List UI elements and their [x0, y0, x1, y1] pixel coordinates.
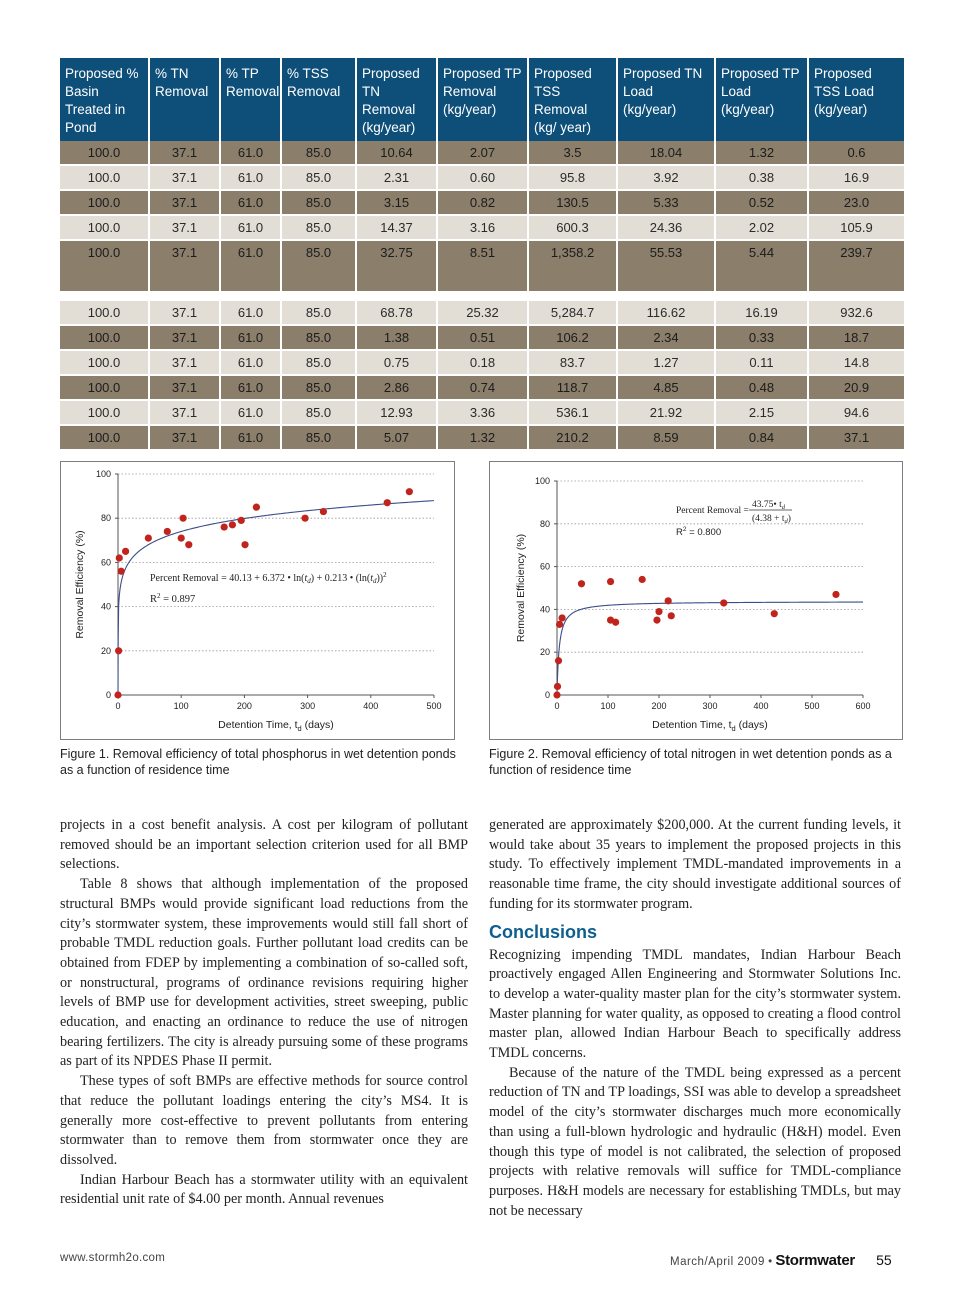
table-cell: 0.74 [437, 375, 528, 400]
table-cell: 85.0 [281, 215, 356, 240]
x-axis-label-unit: (days) [735, 719, 768, 731]
paragraph: Table 8 shows that although implementation of the proposed structural BMPs would provide significant load reductions from the city’s stormwater system, these improvements would still fall short of probable TMDL reduction goals. Further pollutant load credits can be obtained from FDEP by implementing a combination of so-called soft, or nonstructural, programs of ordinance revisions requiring higher levels of BMP use for development activities, street sweeping, public education, and enacting an ordinance to reduce the use of nitrogen bearing fertilizers. The city is already pursuing some of these programs as part of its NPDES Phase II permit. [60, 876, 468, 1070]
table-cell: 85.0 [281, 141, 356, 165]
r-squared-value: = 0.800 [686, 527, 722, 538]
y-axis-label: Removal Efficiency (%) [74, 530, 86, 639]
table-cell: 85.0 [281, 165, 356, 190]
table-cell: 0.51 [437, 325, 528, 350]
table-cell: 61.0 [220, 350, 281, 375]
equation-variable: t [304, 573, 308, 584]
data-point [665, 597, 672, 604]
x-tick-label: 0 [115, 701, 121, 711]
table-cell: 0.6 [808, 141, 904, 165]
x-tick-label: 400 [753, 701, 769, 711]
data-point [555, 657, 562, 664]
data-point [607, 578, 614, 585]
data-point [122, 548, 129, 555]
table-cell: 61.0 [220, 400, 281, 425]
equation-superscript: 2 [383, 571, 387, 579]
table-cell: 37.1 [149, 425, 220, 450]
x-tick-label: 300 [702, 701, 718, 711]
x-axis-label-text: Detention Time, t [218, 719, 298, 731]
table-cell: 105.9 [808, 215, 904, 240]
figure-2-chart [489, 461, 903, 740]
table-cell: 61.0 [220, 301, 281, 325]
table-cell: 239.7 [808, 240, 904, 292]
y-axis-label: Removal Efficiency (%) [515, 533, 527, 643]
table-cell: 210.2 [528, 425, 617, 450]
table-cell: 37.1 [149, 141, 220, 165]
table-cell: 1.32 [715, 141, 808, 165]
table-cell: 85.0 [281, 350, 356, 375]
x-axis-label-subscript: d [297, 724, 302, 733]
y-tick-label: 40 [539, 604, 550, 615]
table-cell: 95.8 [528, 165, 617, 190]
data-point [639, 576, 646, 583]
numerator-subscript: d [781, 504, 785, 511]
table-cell: 5.33 [617, 190, 715, 215]
data-point [241, 541, 248, 548]
x-tick-label: 400 [363, 701, 379, 711]
x-tick-label: 500 [804, 701, 820, 711]
y-tick-label: 60 [539, 561, 550, 572]
table-cell: 37.1 [808, 425, 904, 450]
table-cell: 20.9 [808, 375, 904, 400]
table-cell: 85.0 [281, 400, 356, 425]
paragraph: generated are approximately $200,000. At the current funding levels, it would take about 35 years to implement the proposed projects in this study. To effectively implement TMDL-mandated improvements in a reasonable time frame, the city should investigate additional sources of funding for its stormwater program. [489, 817, 901, 912]
column-header: Proposed TP Load (kg/year) [715, 58, 808, 141]
table-cell: 100.0 [60, 240, 149, 292]
paragraph: projects in a cost benefit analysis. A cost per kilogram of pollutant removed should be an important selection criterion used for all BMP selections. [60, 817, 468, 873]
r-squared-r: R [676, 527, 683, 538]
table-cell: 3.36 [437, 400, 528, 425]
table-cell: 0.75 [356, 350, 437, 375]
x-tick-label: 600 [855, 701, 871, 711]
fit-curve [557, 602, 863, 695]
data-point [320, 508, 327, 515]
y-tick-label: 20 [100, 645, 111, 656]
table-cell: 100.0 [60, 215, 149, 240]
table-cell: 0.82 [437, 190, 528, 215]
table-cell: 61.0 [220, 325, 281, 350]
denominator-text: (4.38 + t [752, 514, 785, 524]
data-table [60, 58, 904, 451]
table-cell: 5.07 [356, 425, 437, 450]
table-cell: 118.7 [528, 375, 617, 400]
table-cell: 85.0 [281, 240, 356, 292]
table-cell: 0.18 [437, 350, 528, 375]
table-cell: 932.6 [808, 301, 904, 325]
table-cell: 37.1 [149, 215, 220, 240]
table-cell: 16.19 [715, 301, 808, 325]
data-point [553, 691, 560, 698]
table-cell: 0.52 [715, 190, 808, 215]
table-cell: 8.51 [437, 240, 528, 292]
paragraph: These types of soft BMPs are effective methods for source control that reduce the pollutant loadings entering the city’s MS4. It is generally more cost-effective to prevent pollutants from entering stormwater than to remove them from stormwater once they are dissolved. [60, 1073, 468, 1168]
column-header: Proposed TN Removal (kg/year) [356, 58, 437, 141]
table-cell: 37.1 [149, 375, 220, 400]
figure-2-plot [490, 462, 902, 739]
table-cell: 12.93 [356, 400, 437, 425]
data-point [115, 647, 122, 654]
table-cell: 0.48 [715, 375, 808, 400]
y-tick-label: 0 [544, 690, 550, 700]
equation-lead: Percent Removal = 40.13 + 6.372 • ln( [150, 573, 305, 584]
data-point [653, 617, 660, 624]
table-cell: 14.8 [808, 350, 904, 375]
figure-1-plot [61, 462, 454, 739]
table-cell: 100.0 [60, 350, 149, 375]
data-point [221, 523, 228, 530]
table-cell: 100.0 [60, 400, 149, 425]
data-point [253, 504, 260, 511]
table-cell: 37.1 [149, 190, 220, 215]
x-tick-label: 100 [600, 701, 616, 711]
y-tick-label: 100 [534, 476, 550, 486]
data-point [655, 608, 662, 615]
footer-url: www.stormh2o.com [60, 1252, 166, 1264]
table-spacer [60, 292, 904, 301]
table-row [60, 425, 904, 450]
table-cell: 37.1 [149, 325, 220, 350]
table-cell: 0.38 [715, 165, 808, 190]
table-cell: 94.6 [808, 400, 904, 425]
table-header [60, 58, 904, 141]
data-point [185, 541, 192, 548]
table-row [60, 301, 904, 325]
data-point [556, 621, 563, 628]
table-cell: 61.0 [220, 425, 281, 450]
equation-variable: t [370, 573, 373, 584]
footer-bullet: • [768, 1256, 773, 1268]
y-tick-label: 20 [539, 647, 550, 658]
figure-1-caption: Figure 1. Removal efficiency of total phosphorus in wet detention ponds as a function of residence time [60, 747, 456, 777]
data-table-container [60, 58, 904, 451]
table-cell: 61.0 [220, 215, 281, 240]
table-cell: 3.5 [528, 141, 617, 165]
x-axis-label [652, 719, 768, 733]
x-tick-label: 200 [236, 701, 252, 711]
table-cell: 61.0 [220, 375, 281, 400]
x-axis-label-subscript: d [731, 724, 736, 733]
x-tick-label: 500 [426, 701, 442, 711]
table-cell: 37.1 [149, 301, 220, 325]
table-body [60, 141, 904, 450]
x-axis-label [218, 719, 334, 733]
r-squared-label [150, 592, 195, 605]
column-header: Proposed TSS Load (kg/year) [808, 58, 904, 141]
column-header: Proposed TP Removal (kg/year) [437, 58, 528, 141]
table-cell: 3.15 [356, 190, 437, 215]
table-cell: 130.5 [528, 190, 617, 215]
table-cell: 24.36 [617, 215, 715, 240]
table-cell: 2.34 [617, 325, 715, 350]
table-cell: 61.0 [220, 190, 281, 215]
table-cell: 4.85 [617, 375, 715, 400]
table-row [60, 141, 904, 165]
equation-middle: ) + 0.213 • (ln( [310, 573, 371, 584]
equation-tail: )) [376, 573, 384, 584]
data-point [301, 515, 308, 522]
y-tick-label: 80 [100, 513, 111, 524]
r-squared-r: R [150, 594, 158, 605]
table-cell: 1,358.2 [528, 240, 617, 292]
table-cell: 0.33 [715, 325, 808, 350]
table-cell: 100.0 [60, 190, 149, 215]
x-tick-label: 100 [173, 701, 189, 711]
r-squared-value: = 0.897 [160, 594, 196, 605]
table-row [60, 215, 904, 240]
data-point [612, 619, 619, 626]
footer-date: March/April 2009 [670, 1256, 765, 1268]
figure-2-caption: Figure 2. Removal efficiency of total nitrogen in wet detention ponds as a function of residence time [489, 747, 892, 777]
table-cell: 37.1 [149, 400, 220, 425]
data-point [238, 517, 245, 524]
table-cell: 2.86 [356, 375, 437, 400]
table-cell: 1.38 [356, 325, 437, 350]
column-header: % TP Removal [220, 58, 281, 141]
fit-equation-numerator [752, 500, 786, 511]
data-point [384, 499, 391, 506]
y-tick-label: 40 [100, 601, 111, 612]
table-row [60, 190, 904, 215]
table-cell: 0.84 [715, 425, 808, 450]
data-point [578, 580, 585, 587]
footer-publication [670, 1252, 920, 1269]
table-cell: 68.78 [356, 301, 437, 325]
table-cell: 14.37 [356, 215, 437, 240]
table-cell: 3.16 [437, 215, 528, 240]
table-cell: 23.0 [808, 190, 904, 215]
table-cell: 85.0 [281, 325, 356, 350]
table-cell: 100.0 [60, 425, 149, 450]
data-point [178, 534, 185, 541]
table-row [60, 240, 904, 292]
table-cell: 106.2 [528, 325, 617, 350]
table-cell: 0.60 [437, 165, 528, 190]
denominator-end: ) [787, 514, 791, 524]
x-axis-label-text: Detention Time, t [652, 719, 732, 731]
data-point [145, 534, 152, 541]
table-cell: 37.1 [149, 165, 220, 190]
y-tick-label: 0 [105, 690, 111, 700]
data-point [164, 528, 171, 535]
table-cell: 25.32 [437, 301, 528, 325]
table-row [60, 350, 904, 375]
data-point [406, 488, 413, 495]
figure-1-chart [60, 461, 455, 740]
table-cell: 100.0 [60, 375, 149, 400]
column-header: % TN Removal [149, 58, 220, 141]
table-cell: 5,284.7 [528, 301, 617, 325]
table-cell: 83.7 [528, 350, 617, 375]
data-point [720, 599, 727, 606]
table-cell: 37.1 [149, 350, 220, 375]
page-number: 55 [876, 1252, 892, 1268]
equation-subscript: d [372, 577, 377, 585]
table-cell: 16.9 [808, 165, 904, 190]
table-row [60, 375, 904, 400]
data-point [668, 612, 675, 619]
column-header: Proposed TN Load (kg/year) [617, 58, 715, 141]
section-heading: Conclusions [489, 921, 598, 942]
table-cell: 2.07 [437, 141, 528, 165]
table-cell: 61.0 [220, 165, 281, 190]
table-cell: 85.0 [281, 301, 356, 325]
body-column-right [489, 816, 901, 1221]
spacer-cell [60, 292, 904, 301]
table-cell: 100.0 [60, 141, 149, 165]
table-cell: 100.0 [60, 301, 149, 325]
x-tick-label: 0 [554, 701, 560, 711]
table-cell: 32.75 [356, 240, 437, 292]
data-point [832, 591, 839, 598]
table-cell: 85.0 [281, 190, 356, 215]
fit-equation-denominator [752, 513, 791, 525]
table-cell: 5.44 [715, 240, 808, 292]
data-point [118, 568, 125, 575]
table-cell: 37.1 [149, 240, 220, 292]
r-squared-exponent: 2 [682, 526, 687, 533]
paragraph: Recognizing impending TMDL mandates, Indian Harbour Beach proactively engaged Allen Engineering and Stormwater Solutions Inc. to develop a water-quality master plan for the city’s stormwater system. Master planning for water quality, as opposed to creating a flood control master plan, allowed Indian Harbour Beach to specifically address TMDL concerns. [489, 946, 901, 1062]
x-axis-label-unit: (days) [301, 719, 334, 731]
table-cell: 10.64 [356, 141, 437, 165]
table-row [60, 400, 904, 425]
paragraph: Indian Harbour Beach has a stormwater utility with an equivalent residential unit rate of $4.00 per month. Annual revenues [60, 1171, 468, 1208]
column-header: Proposed % Basin Treated in Pond [60, 58, 149, 141]
paragraph: Because of the nature of the TMDL being expressed as a percent reduction of TN and TP loadings, SSI was able to develop a spreadsheet model of the city’s stormwater discharges much more economically than using a full-blown hydrologic and hydraulic (H&H) model. Even though this type of model is not calibrated, the selection of proposed projects with relative removals will suffice for TMDL-compliance purposes. H&H models are necessary for establishing TMDLs, but may not be necessary [489, 1064, 901, 1219]
y-tick-label: 80 [539, 518, 550, 529]
data-point [559, 614, 566, 621]
table-cell: 61.0 [220, 141, 281, 165]
table-cell: 2.02 [715, 215, 808, 240]
equation-subscript: d [307, 577, 311, 585]
r-squared-exponent: 2 [157, 592, 161, 600]
data-point [771, 610, 778, 617]
r-squared-label [676, 526, 721, 538]
data-point [114, 691, 121, 698]
table-cell: 3.92 [617, 165, 715, 190]
table-cell: 2.15 [715, 400, 808, 425]
table-cell: 100.0 [60, 325, 149, 350]
table-cell: 536.1 [528, 400, 617, 425]
table-cell: 1.27 [617, 350, 715, 375]
table-cell: 2.31 [356, 165, 437, 190]
data-point [179, 515, 186, 522]
fit-equation [150, 571, 387, 585]
table-cell: 85.0 [281, 425, 356, 450]
table-cell: 0.11 [715, 350, 808, 375]
table-cell: 61.0 [220, 240, 281, 292]
table-cell: 55.53 [617, 240, 715, 292]
table-cell: 100.0 [60, 165, 149, 190]
table-cell: 85.0 [281, 375, 356, 400]
table-cell: 8.59 [617, 425, 715, 450]
data-point [554, 683, 561, 690]
x-tick-label: 200 [651, 701, 667, 711]
y-tick-label: 100 [95, 469, 111, 479]
table-cell: 18.04 [617, 141, 715, 165]
data-point [116, 554, 123, 561]
fit-equation-label: Percent Removal = [676, 506, 749, 516]
table-row [60, 325, 904, 350]
table-cell: 600.3 [528, 215, 617, 240]
table-cell: 21.92 [617, 400, 715, 425]
column-header: % TSS Removal [281, 58, 356, 141]
footer-magazine-name: Stormwater [775, 1252, 855, 1269]
y-tick-label: 60 [100, 557, 111, 568]
table-cell: 18.7 [808, 325, 904, 350]
table-row [60, 165, 904, 190]
table-cell: 116.62 [617, 301, 715, 325]
data-point [229, 521, 236, 528]
table-cell: 1.32 [437, 425, 528, 450]
column-header: Proposed TSS Removal (kg/ year) [528, 58, 617, 141]
numerator-text: 43.75• t [752, 500, 782, 510]
body-column-left [60, 816, 468, 1210]
x-tick-label: 300 [300, 701, 316, 711]
denominator-subscript: d [784, 518, 788, 525]
